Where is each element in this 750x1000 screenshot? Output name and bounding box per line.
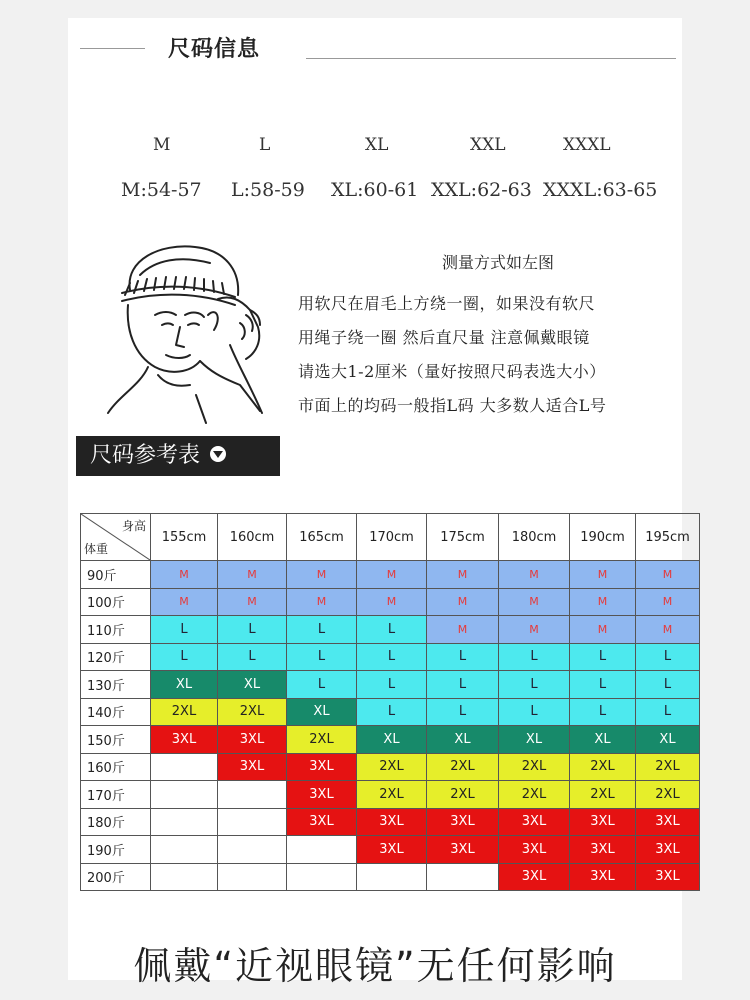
weight-label: 200斤 — [81, 863, 151, 891]
size-cell: L — [287, 643, 357, 671]
measure-instructions — [298, 250, 678, 423]
size-cell: M — [427, 588, 499, 616]
size-cell — [218, 781, 287, 809]
table-corner-cell — [81, 514, 151, 561]
size-name: M — [153, 135, 171, 155]
head-measure-illustration — [100, 235, 290, 425]
size-reference-title — [76, 436, 280, 476]
weight-label: 110斤 — [81, 616, 151, 644]
size-cell: 3XL — [287, 781, 357, 809]
size-cell: M — [151, 561, 218, 589]
size-cell: 2XL — [427, 781, 499, 809]
size-cell: XL — [427, 726, 499, 754]
size-cell: XL — [499, 726, 570, 754]
table-header-row — [81, 514, 700, 561]
size-range: XL:60-61 — [331, 179, 419, 201]
table-row — [81, 726, 700, 754]
size-cell: 2XL — [636, 781, 700, 809]
corner-weight-label: 体重 — [84, 542, 109, 556]
size-cell: 3XL — [218, 726, 287, 754]
table-row — [81, 781, 700, 809]
height-header: 170cm — [357, 514, 427, 561]
weight-label: 120斤 — [81, 643, 151, 671]
size-cell: 2XL — [427, 753, 499, 781]
size-cell: L — [636, 698, 700, 726]
size-cell: 3XL — [427, 808, 499, 836]
size-cell: L — [499, 643, 570, 671]
size-cell: L — [636, 671, 700, 699]
divider — [306, 58, 676, 59]
size-reference-table — [80, 513, 700, 891]
table-row — [81, 753, 700, 781]
size-cell: 3XL — [570, 836, 636, 864]
table-row — [81, 698, 700, 726]
weight-label: 180斤 — [81, 808, 151, 836]
size-cell: XL — [357, 726, 427, 754]
height-header: 190cm — [570, 514, 636, 561]
footer-note: 佩戴“近视眼镜”无任何影响 — [133, 944, 617, 988]
size-cell: M — [636, 561, 700, 589]
size-cell: M — [636, 616, 700, 644]
size-cell: M — [570, 616, 636, 644]
size-name: XXXL — [563, 135, 611, 155]
size-cell: M — [570, 588, 636, 616]
instructions-title: 测量方式如左图 — [441, 253, 554, 272]
table-row — [81, 643, 700, 671]
size-cell — [427, 863, 499, 891]
size-cell: M — [218, 561, 287, 589]
size-cell: L — [287, 671, 357, 699]
size-cell: L — [636, 643, 700, 671]
size-cell: 2XL — [218, 698, 287, 726]
size-cell: L — [151, 643, 218, 671]
size-range: M:54-57 — [121, 179, 202, 201]
table-row — [81, 671, 700, 699]
weight-label: 150斤 — [81, 726, 151, 754]
size-cell: L — [218, 616, 287, 644]
size-cell: 2XL — [357, 753, 427, 781]
size-cell: 3XL — [357, 808, 427, 836]
size-cell: 3XL — [499, 808, 570, 836]
height-header: 155cm — [151, 514, 218, 561]
height-header: 165cm — [287, 514, 357, 561]
instruction-line: 市面上的均码一般指L码 大多数人适合L号 — [298, 396, 607, 415]
size-cell: 3XL — [636, 808, 700, 836]
size-cell: M — [499, 588, 570, 616]
size-cell: L — [427, 698, 499, 726]
size-cell — [287, 863, 357, 891]
size-cell: L — [357, 698, 427, 726]
table-row — [81, 863, 700, 891]
size-cell: L — [357, 616, 427, 644]
table-row — [81, 588, 700, 616]
divider — [80, 48, 145, 49]
size-cell: M — [357, 588, 427, 616]
height-header: 180cm — [499, 514, 570, 561]
size-cell: 2XL — [499, 753, 570, 781]
size-cell: 2XL — [151, 698, 218, 726]
size-cell: 3XL — [357, 836, 427, 864]
size-cell: 3XL — [287, 753, 357, 781]
size-name: XL — [365, 135, 389, 155]
table-row — [81, 836, 700, 864]
size-cell: XL — [636, 726, 700, 754]
size-cell: 3XL — [570, 808, 636, 836]
size-cell: M — [287, 561, 357, 589]
height-header: 160cm — [218, 514, 287, 561]
size-cell: 2XL — [499, 781, 570, 809]
size-cell: L — [287, 616, 357, 644]
size-cell: M — [357, 561, 427, 589]
size-cell: 2XL — [357, 781, 427, 809]
weight-label: 140斤 — [81, 698, 151, 726]
size-range: L:58-59 — [231, 179, 305, 201]
size-cell — [151, 753, 218, 781]
size-cell: L — [570, 671, 636, 699]
size-cell: XL — [151, 671, 218, 699]
table-row — [81, 616, 700, 644]
size-cell: L — [151, 616, 218, 644]
size-reference-title-text: 尺码参考表 — [90, 443, 201, 468]
size-cell: 3XL — [218, 753, 287, 781]
size-cell: 2XL — [570, 753, 636, 781]
size-range: XXXL:63-65 — [543, 179, 658, 201]
size-cell: 3XL — [636, 836, 700, 864]
size-range: XXL:62-63 — [431, 179, 532, 201]
chevron-down-icon — [210, 446, 226, 462]
diagonal-divider — [81, 514, 150, 560]
height-header: 195cm — [636, 514, 700, 561]
table-row — [81, 561, 700, 589]
corner-height-label: 身高 — [121, 519, 146, 533]
size-cell: XL — [287, 698, 357, 726]
table-row — [81, 808, 700, 836]
size-reference-body — [81, 561, 700, 891]
size-cell — [151, 808, 218, 836]
instruction-line: 用软尺在眉毛上方绕一圈，如果没有软尺 — [298, 294, 596, 313]
size-cell: 3XL — [151, 726, 218, 754]
size-cell: M — [636, 588, 700, 616]
weight-label: 90斤 — [81, 561, 151, 589]
size-name: L — [259, 135, 271, 155]
size-cell — [218, 836, 287, 864]
instruction-line: 用绳子绕一圈 然后直尺量 注意佩戴眼镜 — [298, 328, 590, 347]
size-cell: L — [427, 671, 499, 699]
size-cell: M — [287, 588, 357, 616]
size-cell: 3XL — [427, 836, 499, 864]
size-cell: M — [151, 588, 218, 616]
size-cell: L — [499, 671, 570, 699]
weight-label: 160斤 — [81, 753, 151, 781]
weight-label: 130斤 — [81, 671, 151, 699]
height-header: 175cm — [427, 514, 499, 561]
size-cell — [218, 808, 287, 836]
header — [68, 30, 682, 70]
size-cell: M — [499, 561, 570, 589]
size-cell: L — [357, 643, 427, 671]
instruction-line: 请选大1-2厘米（量好按照尺码表选大小） — [298, 362, 606, 381]
size-name: XXL — [470, 135, 506, 155]
size-cell: XL — [570, 726, 636, 754]
size-cell: XL — [218, 671, 287, 699]
size-cell: M — [427, 561, 499, 589]
page-title: 尺码信息 — [168, 37, 261, 62]
size-cell: M — [499, 616, 570, 644]
size-cell: 3XL — [636, 863, 700, 891]
size-cell — [287, 836, 357, 864]
size-cell: L — [499, 698, 570, 726]
size-cell: 3XL — [287, 808, 357, 836]
size-cell: M — [218, 588, 287, 616]
size-cell: L — [570, 643, 636, 671]
size-cell: L — [427, 643, 499, 671]
size-cell: M — [427, 616, 499, 644]
size-cell — [151, 836, 218, 864]
size-cell: L — [357, 671, 427, 699]
size-cell: 3XL — [570, 863, 636, 891]
size-cell: 2XL — [570, 781, 636, 809]
size-cell: L — [218, 643, 287, 671]
size-cell: L — [570, 698, 636, 726]
weight-label: 100斤 — [81, 588, 151, 616]
size-cell: M — [570, 561, 636, 589]
size-cell — [151, 781, 218, 809]
weight-label: 170斤 — [81, 781, 151, 809]
size-cell: 2XL — [636, 753, 700, 781]
weight-label: 190斤 — [81, 836, 151, 864]
size-cell — [151, 863, 218, 891]
size-cell: 3XL — [499, 863, 570, 891]
size-cell: 3XL — [499, 836, 570, 864]
size-cell: 2XL — [287, 726, 357, 754]
size-cell — [357, 863, 427, 891]
size-cell — [218, 863, 287, 891]
